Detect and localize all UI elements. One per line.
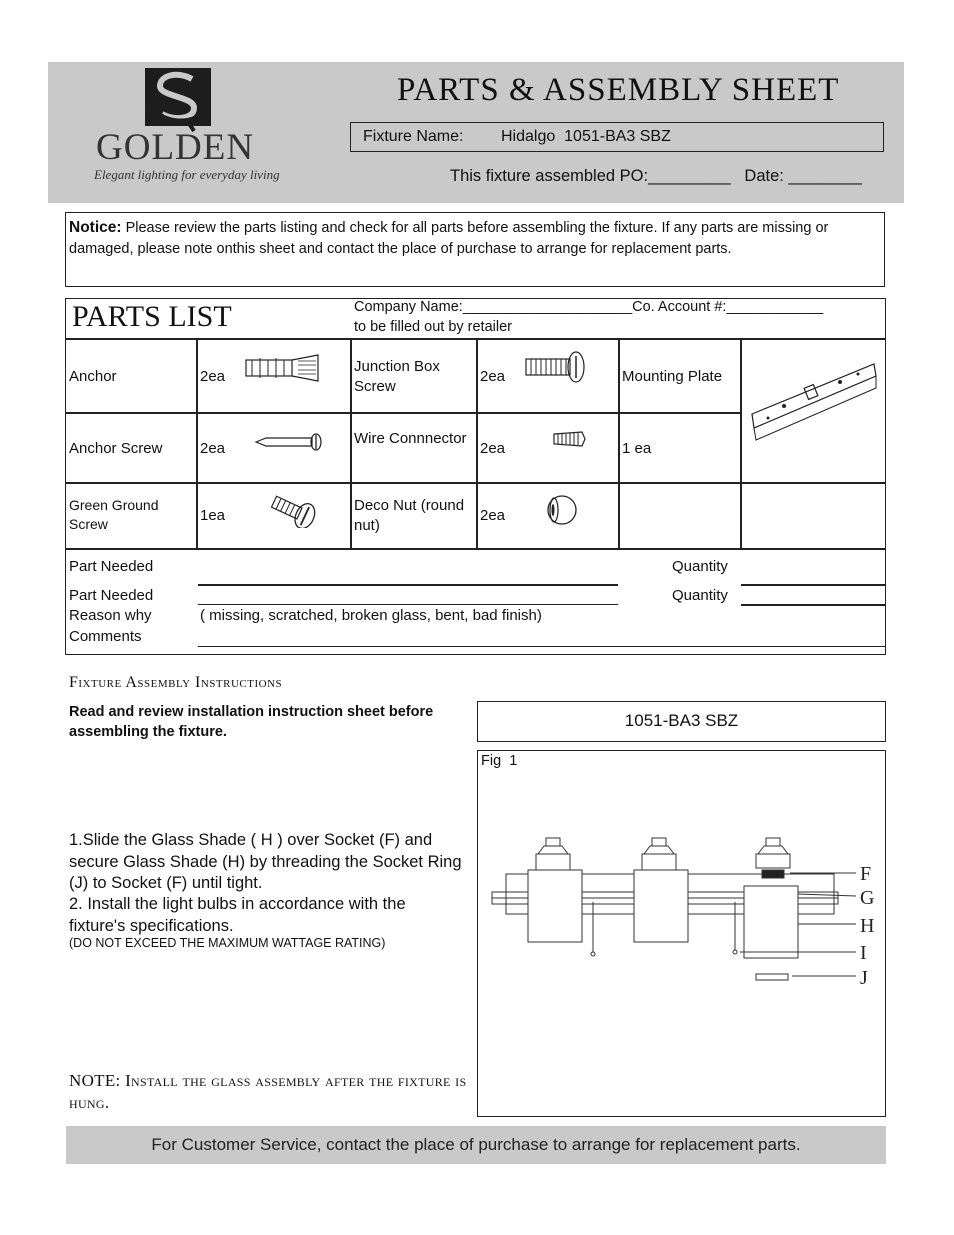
part-needed-field[interactable] xyxy=(198,584,618,586)
part-name: Anchor xyxy=(69,368,117,385)
part-name: Green Ground Screw xyxy=(69,497,159,532)
reason-hint: ( missing, scratched, broken glass, bent, bad finish) xyxy=(200,607,542,624)
brand-tagline: Elegant lighting for everyday living xyxy=(94,167,280,182)
mounting-plate-qty: 1 ea xyxy=(622,440,652,457)
part-name: Wire Connnector xyxy=(354,430,467,447)
grid-line xyxy=(65,412,741,414)
notice-text: Please review the parts listing and check for all parts before assembling the fixture. If any parts are missing or damaged, please note onthis sheet and contact the place of purchase to arrange for replacement parts. xyxy=(69,220,829,257)
brand-name: GOLDEN xyxy=(96,127,255,168)
part-qty: 2ea xyxy=(200,368,226,385)
comments-label: Comments xyxy=(69,628,142,645)
screw-icon xyxy=(524,350,588,384)
po-date-line: This fixture assembled PO:_________ Date: ________ xyxy=(450,167,862,185)
label-j: J xyxy=(860,967,868,989)
label-h: H xyxy=(860,915,875,937)
model-box xyxy=(477,701,886,742)
deco-nut-icon xyxy=(544,493,578,527)
notice-label: Notice: xyxy=(69,219,122,236)
anchor-screw-icon xyxy=(254,432,324,452)
ground-screw-icon xyxy=(268,494,320,528)
mounting-plate-name: Mounting Plate xyxy=(622,368,723,385)
instruction-step-2: 2. Install the light bulbs in accordance with the fixture's specifications. xyxy=(69,895,406,935)
anchor-icon xyxy=(244,352,322,384)
wattage-warning: (DO NOT EXCEED THE MAXIMUM WATTAGE RATING) xyxy=(69,936,386,950)
quantity-field-2[interactable] xyxy=(741,604,886,606)
footer-banner: For Customer Service, contact the place of purchase to arrange for replacement parts. xyxy=(66,1126,886,1164)
instructions-intro: Read and review installation instruction sheet before assembling the fixture. xyxy=(69,704,434,740)
grid-line xyxy=(196,338,198,549)
label-g: G xyxy=(860,887,875,909)
install-note: NOTE: Install the glass assembly after the fixture is hung. xyxy=(69,1071,467,1112)
part-qty: 2ea xyxy=(480,368,506,385)
part-name: Junction Box Screw xyxy=(354,358,440,395)
part-qty: 2ea xyxy=(480,507,506,524)
grid-line xyxy=(476,338,478,549)
fixture-name-value: Hidalgo 1051-BA3 SBZ xyxy=(501,128,671,145)
fixture-name-box xyxy=(350,122,884,152)
quantity-field[interactable] xyxy=(741,584,886,586)
parts-list-title: PARTS LIST xyxy=(72,300,232,333)
grid-line xyxy=(618,338,620,549)
part-needed-label-2: Part Needed xyxy=(69,587,154,604)
grid-line xyxy=(740,338,742,549)
wire-connector-icon xyxy=(552,430,588,448)
comments-field[interactable] xyxy=(198,646,886,647)
part-qty: 2ea xyxy=(480,440,506,457)
part-qty: 1ea xyxy=(200,507,226,524)
part-name: Anchor Screw xyxy=(69,440,163,457)
quantity-label-2: Quantity xyxy=(672,587,728,604)
part-needed-label: Part Needed xyxy=(69,558,154,575)
retailer-note: to be filled out by retailer xyxy=(354,319,512,335)
part-needed-field-2[interactable] xyxy=(198,604,618,605)
company-line: Company Name:_____________________Co. Account #:____________ xyxy=(354,299,824,315)
quantity-label: Quantity xyxy=(672,558,728,575)
label-f: F xyxy=(860,863,872,885)
fixture-name-label: Fixture Name: xyxy=(363,128,464,145)
reason-label: Reason why xyxy=(69,607,152,624)
label-i: I xyxy=(860,942,867,964)
part-qty: 2ea xyxy=(200,440,226,457)
page-title: PARTS & ASSEMBLY SHEET xyxy=(397,72,840,108)
grid-line xyxy=(350,338,352,549)
figure-caption: Fig 1 xyxy=(481,753,518,769)
instructions-heading: Fixture Assembly Instructions xyxy=(69,674,283,691)
instruction-step-1: 1.Slide the Glass Shade ( H ) over Socket (F) and secure Glass Shade (H) by threading the Socket Ring (J) to Socket (F) until tight. xyxy=(69,831,462,892)
notice-box xyxy=(65,212,885,287)
mounting-plate-icon xyxy=(748,356,880,442)
part-name: Deco Nut (round nut) xyxy=(354,497,465,534)
model-number: 1051-BA3 SBZ xyxy=(624,711,739,730)
fixture-diagram xyxy=(478,826,884,996)
